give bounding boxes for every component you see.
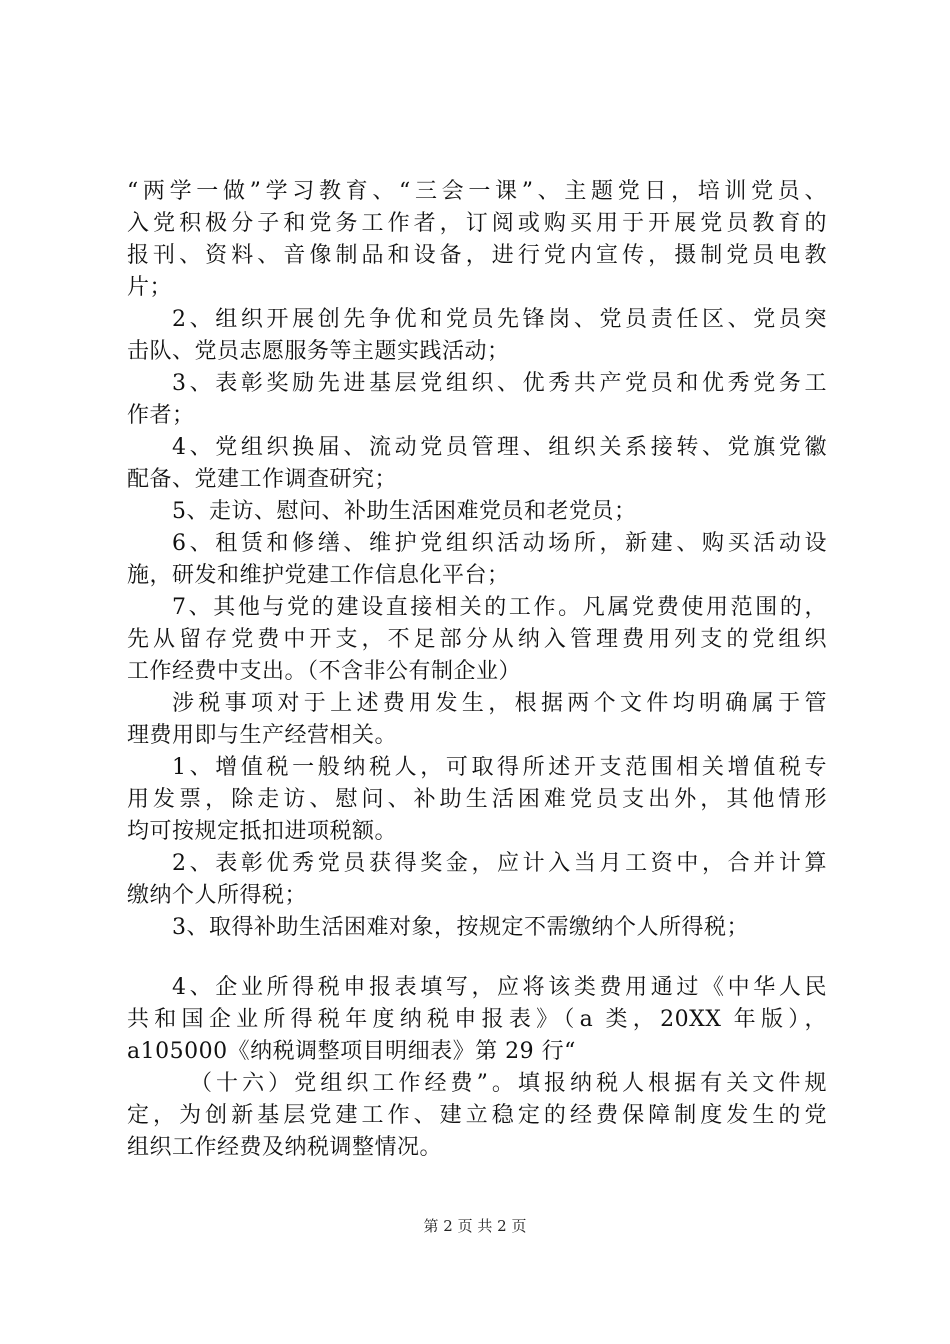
body-line: 先从留存党费中开支，不足部分从纳入管理费用列支的党组织	[127, 627, 827, 652]
body-line: 4、党组织换届、流动党员管理、组织关系接转、党旗党徽	[172, 435, 827, 460]
body-line: 配备、党建工作调查研究；	[127, 467, 398, 492]
body-line: 入党积极分子和党务工作者，订阅或购买用于开展党员教育的	[127, 211, 827, 236]
body-line: 用发票，除走访、慰问、补助生活困难党员支出外，其他情形	[127, 787, 827, 812]
body-line: 7、其他与党的建设直接相关的工作。凡属党费使用范围的，	[172, 595, 827, 620]
body-line: 4、企业所得税申报表填写，应将该类费用通过《中华人民	[172, 975, 827, 1000]
body-line: 均可按规定抵扣进项税额。	[127, 819, 398, 844]
body-line: 2、表彰优秀党员获得奖金，应计入当月工资中，合并计算	[172, 851, 827, 876]
body-line: 6、租赁和修缮、维护党组织活动场所，新建、购买活动设	[172, 531, 827, 556]
body-line: 理费用即与生产经营相关。	[127, 723, 398, 748]
body-line: 击队、党员志愿服务等主题实践活动；	[127, 339, 510, 364]
body-line: 作者；	[127, 403, 195, 428]
body-line: 施，研发和维护党建工作信息化平台；	[127, 563, 510, 588]
body-line: 涉税事项对于上述费用发生，根据两个文件均明确属于管	[172, 691, 827, 716]
body-line: 共和国企业所得税年度纳税申报表》（a 类，20XX 年版），	[127, 1007, 827, 1032]
body-line: 缴纳个人所得税；	[127, 883, 308, 908]
body-line: 3、表彰奖励先进基层党组织、优秀共产党员和优秀党务工	[172, 371, 827, 396]
page-number: 第 2 页 共 2 页	[423, 1217, 527, 1235]
body-line: 2、组织开展创先争优和党员先锋岗、党员责任区、党员突	[172, 307, 827, 332]
body-line: 组织工作经费及纳税调整情况。	[127, 1135, 443, 1160]
body-line: 1、增值税一般纳税人，可取得所述开支范围相关增值税专	[172, 755, 827, 780]
body-line: （十六）党组织工作经费”。填报纳税人根据有关文件规	[190, 1071, 827, 1096]
body-line: a105000《纳税调整项目明细表》第 29 行“	[127, 1039, 576, 1064]
body-line: 工作经费中支出。（不含非公有制企业）	[127, 659, 522, 684]
body-line: 3、取得补助生活困难对象，按规定不需缴纳个人所得税；	[172, 915, 749, 940]
body-line: 定，为创新基层党建工作、建立稳定的经费保障制度发生的党	[127, 1103, 827, 1128]
body-line: 5、走访、慰问、补助生活困难党员和老党员；	[172, 499, 637, 524]
body-line: “两学一做”学习教育、“三会一课”、主题党日，培训党员、	[127, 179, 827, 204]
body-line: 片；	[127, 275, 173, 300]
body-line: 报刊、资料、音像制品和设备，进行党内宣传，摄制党员电教	[127, 243, 827, 268]
